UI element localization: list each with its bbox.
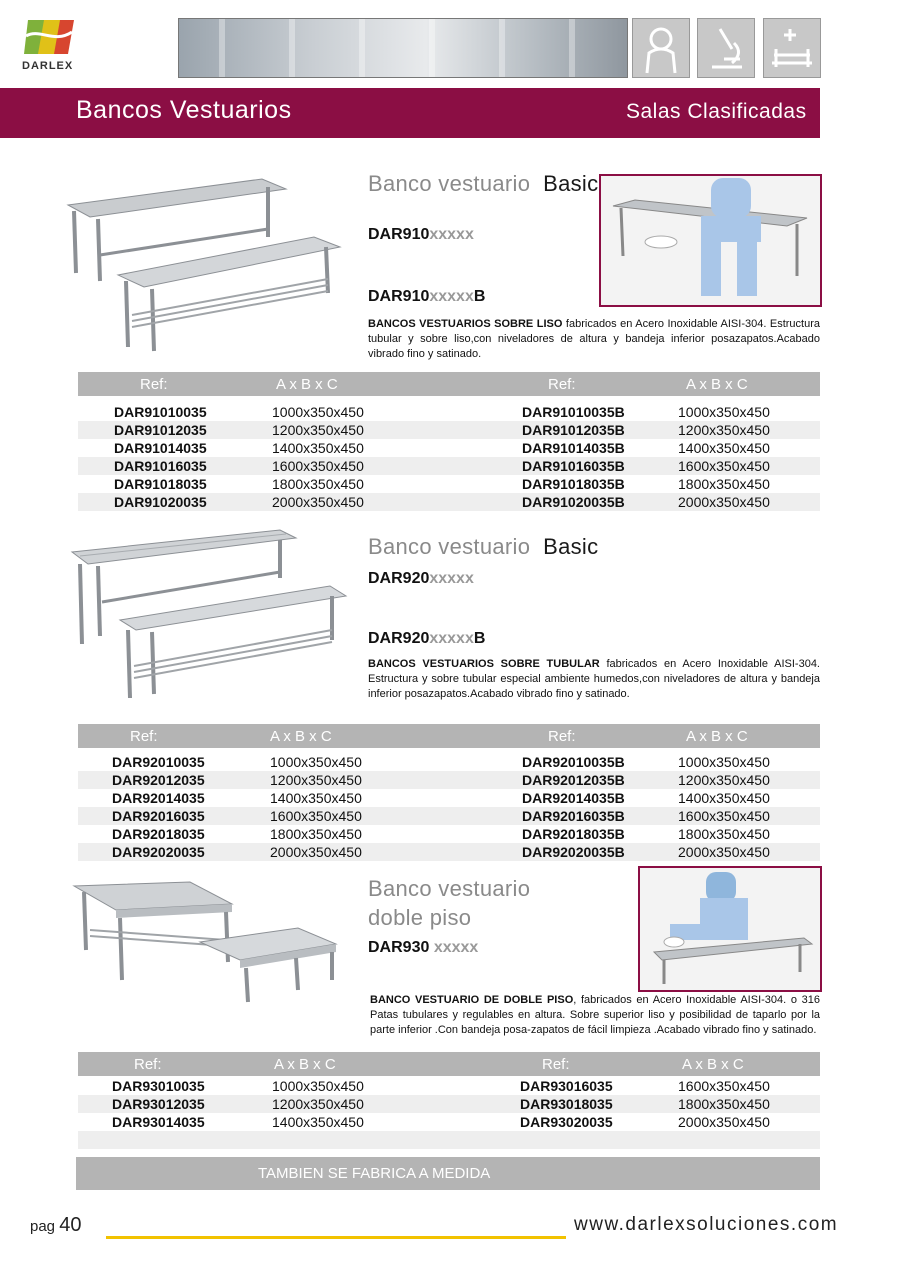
custom-size-banner (76, 1157, 820, 1190)
col-ref: Ref: (134, 1056, 162, 1073)
table-3-header (78, 1052, 820, 1076)
col-ref: Ref: (140, 376, 168, 393)
table-row-empty (78, 1131, 820, 1149)
product-2-description: BANCOS VESTUARIOS SOBRE TUBULAR fabricados en Acero Inoxidable AISI-304. Estructura y sobre tubular especial ambiente humedos,con niveladores de altura y bandeja inferior posazapatos.Acabado vibrado fino y satinado. (368, 658, 820, 700)
col-ref-b: Ref: (542, 1056, 570, 1073)
table-row: DAR91020035 2000x350x450 DAR91020035B 2000x350x450 (78, 493, 820, 511)
table-1-header (78, 372, 820, 396)
product-1-description: BANCOS VESTUARIOS SOBRE LISO fabricados en Acero Inoxidable AISI-304. Estructura tubular y sobre liso,con niveladores de altura y bandeja inferior posazapatos.Acabado vibrado fino y satinado. (368, 318, 821, 360)
product-2-title: Banco vestuario Basic (368, 534, 599, 559)
product-1-code: DAR910xxxxx (368, 226, 474, 243)
product-2-code: DAR920xxxxx (368, 570, 474, 587)
table-row: DAR92020035 2000x350x450 DAR92020035B 2000x350x450 (78, 843, 820, 861)
bench-basic-liso-image (62, 175, 347, 360)
custom-size-note: TAMBIEN SE FABRICA A MEDIDA (258, 1165, 491, 1182)
col-dims-b: A x B x C (682, 1056, 744, 1073)
table-row: DAR92018035 1800x350x450 DAR92018035B 1800x350x450 (112, 826, 770, 842)
product-3-title: Banco vestuario doble piso (368, 876, 531, 930)
col-ref-b: Ref: (548, 376, 576, 393)
table-row: DAR93010035 1000x350x450 DAR93016035 1600x350x450 (112, 1078, 770, 1094)
table-row: DAR93014035 1400x350x450 DAR93020035 2000x350x450 (112, 1114, 770, 1130)
bench-basic-tubular-image (68, 526, 350, 706)
product-1-title: Banco vestuario Basic (368, 171, 599, 196)
page-number: pag 40 (30, 1214, 82, 1236)
microscope-icon (697, 18, 755, 78)
hospital-bed-icon (763, 18, 821, 78)
table-row: DAR93012035 1200x350x450 DAR93018035 1800x350x450 (78, 1095, 820, 1113)
product-2-code-b: DAR920xxxxxB (368, 630, 486, 647)
table-row: DAR92014035 1400x350x450 DAR92014035B 1400x350x450 (112, 790, 770, 806)
product-1-photo (599, 174, 822, 307)
table-row: DAR91018035 1800x350x450 DAR91018035B 1800x350x450 (114, 476, 770, 492)
col-dims-b: A x B x C (686, 728, 748, 745)
table-row: DAR91012035 1200x350x450 DAR91012035B 1200x350x450 (78, 421, 820, 439)
col-dims: A x B x C (276, 376, 338, 393)
website-url[interactable]: www.darlexsoluciones.com (574, 1214, 839, 1235)
cleanroom-suit-icon (632, 18, 690, 78)
product-3-description: BANCO VESTUARIO DE DOBLE PISO, fabricados en Acero Inoxidable AISI-304. o 316 Patas tubulares y regulables en altura. Sobre superior liso y posibilidad de taparlo por la parte inferior .Con bandeja posa-zapatos de fácil limpieza .Acabado vibrado fino y satinado. (370, 994, 821, 1036)
section-title: Salas Clasificadas (626, 100, 807, 123)
table-2-header (78, 724, 820, 748)
col-dims-b: A x B x C (686, 376, 748, 393)
table-row: DAR91016035 1600x350x450 DAR91016035B 1600x350x450 (78, 457, 820, 475)
table-row: DAR92016035 1600x350x450 DAR92016035B 1600x350x450 (78, 807, 820, 825)
table-row: DAR92012035 1200x350x450 DAR92012035B 1200x350x450 (78, 771, 820, 789)
col-ref: Ref: (130, 728, 158, 745)
product-3-photo (638, 866, 822, 992)
col-ref-b: Ref: (548, 728, 576, 745)
page-title: Bancos Vestuarios (76, 96, 292, 124)
col-dims: A x B x C (274, 1056, 336, 1073)
bench-double-deck-image (70, 878, 345, 1014)
footer-divider (106, 1236, 566, 1239)
table-row: DAR91010035 1000x350x450 DAR91010035B 1000x350x450 (114, 404, 770, 420)
product-3-code: DAR930 xxxxx (368, 939, 479, 956)
col-dims: A x B x C (270, 728, 332, 745)
logo-text: DARLEX (22, 60, 74, 72)
table-row: DAR92010035 1000x350x450 DAR92010035B 1000x350x450 (112, 754, 770, 770)
cleanroom-photo-strip (178, 18, 628, 78)
table-row: DAR91014035 1400x350x450 DAR91014035B 1400x350x450 (114, 440, 770, 456)
product-1-code-b: DAR910xxxxxB (368, 288, 486, 305)
